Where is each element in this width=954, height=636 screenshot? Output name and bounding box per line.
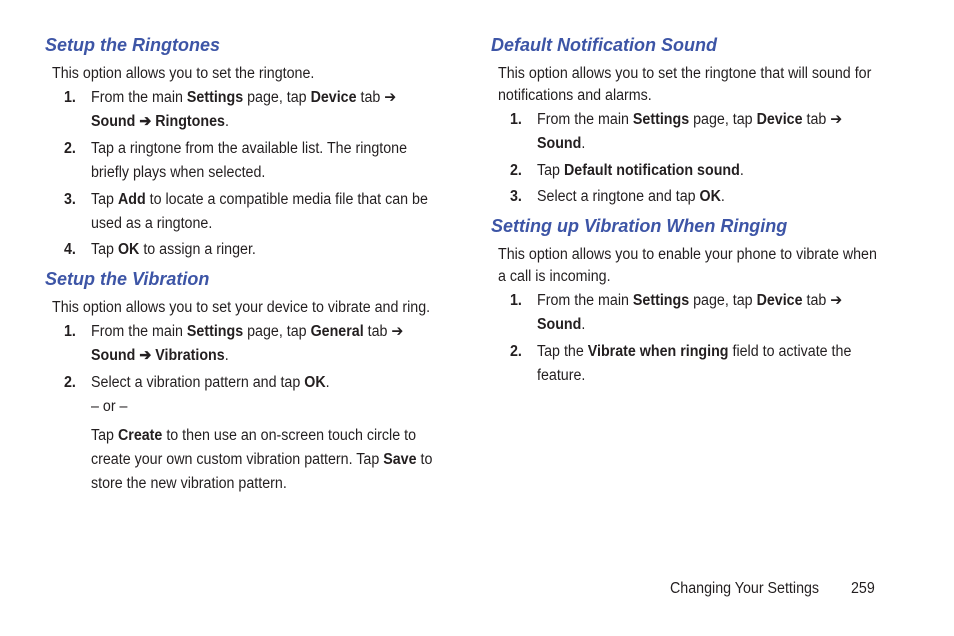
ringing-step2-line2: feature.	[537, 367, 586, 384]
ringtones-step1-line1: From the main Settings page, tap Device tab ➔	[91, 89, 397, 106]
notification-step2: Tap Default notification sound.	[537, 162, 744, 179]
page-number: 259	[851, 580, 875, 597]
step-number: 1.	[510, 292, 522, 309]
or-separator: – or –	[91, 398, 128, 415]
step-number: 2.	[510, 343, 522, 360]
step-number: 4.	[64, 241, 76, 258]
heading-setup-ringtones: Setup the Ringtones	[45, 35, 220, 55]
step-number: 3.	[510, 188, 522, 205]
ringing-step1-line1: From the main Settings page, tap Device tab ➔	[537, 292, 843, 309]
vibration-create-line1: Tap Create to then use an on-screen touch circle to	[91, 427, 417, 444]
step-number: 1.	[510, 111, 522, 128]
notification-intro-line2: notifications and alarms.	[498, 87, 652, 104]
vibration-intro: This option allows you to set your device to vibrate and ring.	[52, 299, 431, 316]
vibration-step1-line2: Sound ➔ Vibrations.	[91, 347, 229, 364]
ringing-step2-line1: Tap the Vibrate when ringing field to activate the	[537, 343, 852, 360]
notification-step1-line2: Sound.	[537, 135, 586, 152]
heading-setup-vibration: Setup the Vibration	[45, 269, 210, 289]
ringing-intro-line2: a call is incoming.	[498, 268, 611, 285]
ringtones-step1-line2: Sound ➔ Ringtones.	[91, 113, 229, 130]
ringtones-intro: This option allows you to set the ringtone.	[52, 65, 315, 82]
step-number: 3.	[64, 191, 76, 208]
notification-step1-line1: From the main Settings page, tap Device tab ➔	[537, 111, 843, 128]
heading-default-notification-sound: Default Notification Sound	[491, 35, 717, 55]
vibration-create-line3: store the new vibration pattern.	[91, 475, 287, 492]
step-number: 1.	[64, 323, 76, 340]
step-number: 1.	[64, 89, 76, 106]
heading-vibration-when-ringing: Setting up Vibration When Ringing	[491, 216, 788, 236]
step-number: 2.	[64, 140, 76, 157]
ringtones-step3-line1: Tap Add to locate a compatible media file that can be	[91, 191, 428, 208]
ringtones-step2-line2: briefly plays when selected.	[91, 164, 266, 181]
step-number: 2.	[64, 374, 76, 391]
ringtones-step4: Tap OK to assign a ringer.	[91, 241, 256, 258]
footer-section-title: Changing Your Settings	[670, 580, 820, 597]
step-number: 2.	[510, 162, 522, 179]
vibration-step1-line1: From the main Settings page, tap General tab ➔	[91, 323, 404, 340]
notification-step3: Select a ringtone and tap OK.	[537, 188, 725, 205]
vibration-step2: Select a vibration pattern and tap OK.	[91, 374, 330, 391]
ringing-intro-line1: This option allows you to enable your phone to vibrate when	[498, 246, 877, 263]
vibration-create-line2: create your own custom vibration pattern. Tap Save to	[91, 451, 433, 468]
ringing-step1-line2: Sound.	[537, 316, 586, 333]
ringtones-step3-line2: used as a ringtone.	[91, 215, 213, 232]
ringtones-step2-line1: Tap a ringtone from the available list. The ringtone	[91, 140, 408, 157]
notification-intro-line1: This option allows you to set the ringtone that will sound for	[498, 65, 872, 82]
